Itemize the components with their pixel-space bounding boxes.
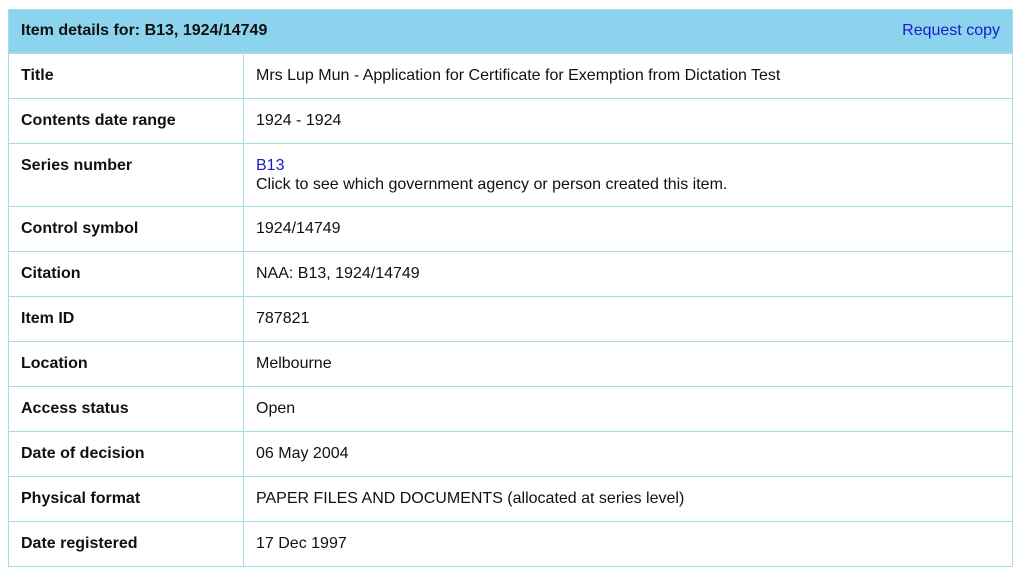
row-value: NAA: B13, 1924/14749 [244,252,1013,297]
row-label: Date of decision [9,432,244,477]
row-value: Open [244,387,1013,432]
row-value: 17 Dec 1997 [244,522,1013,567]
row-citation [9,252,1013,297]
row-physical-format [9,477,1013,522]
series-number-link[interactable]: B13 [256,157,285,174]
row-date-registered [9,522,1013,567]
row-contents-date-range [9,99,1013,144]
row-label: Contents date range [9,99,244,144]
item-details-table [8,53,1013,567]
item-details-header [8,9,1013,53]
row-access-status [9,387,1013,432]
row-value: 1924 - 1924 [244,99,1013,144]
row-label: Location [9,342,244,387]
row-label: Series number [9,144,244,207]
row-label: Date registered [9,522,244,567]
row-value: 787821 [244,297,1013,342]
row-date-of-decision [9,432,1013,477]
row-value: 06 May 2004 [244,432,1013,477]
row-value: 1924/14749 [244,207,1013,252]
row-control-symbol [9,207,1013,252]
row-item-id [9,297,1013,342]
row-label: Title [9,54,244,99]
row-value: Mrs Lup Mun - Application for Certificate for Exemption from Dictation Test [244,54,1013,99]
item-details-title: Item details for: B13, 1924/14749 [21,22,268,39]
row-location [9,342,1013,387]
item-details-panel [8,9,1013,567]
row-label: Citation [9,252,244,297]
row-title [9,54,1013,99]
row-label: Item ID [9,297,244,342]
series-number-note: Click to see which government agency or person created this item. [256,176,728,193]
row-value: Melbourne [244,342,1013,387]
row-label: Physical format [9,477,244,522]
row-value: PAPER FILES AND DOCUMENTS (allocated at series level) [244,477,1013,522]
row-label: Control symbol [9,207,244,252]
row-label: Access status [9,387,244,432]
row-value [244,144,1013,207]
request-copy-link[interactable]: Request copy [902,22,1000,39]
row-series-number [9,144,1013,207]
